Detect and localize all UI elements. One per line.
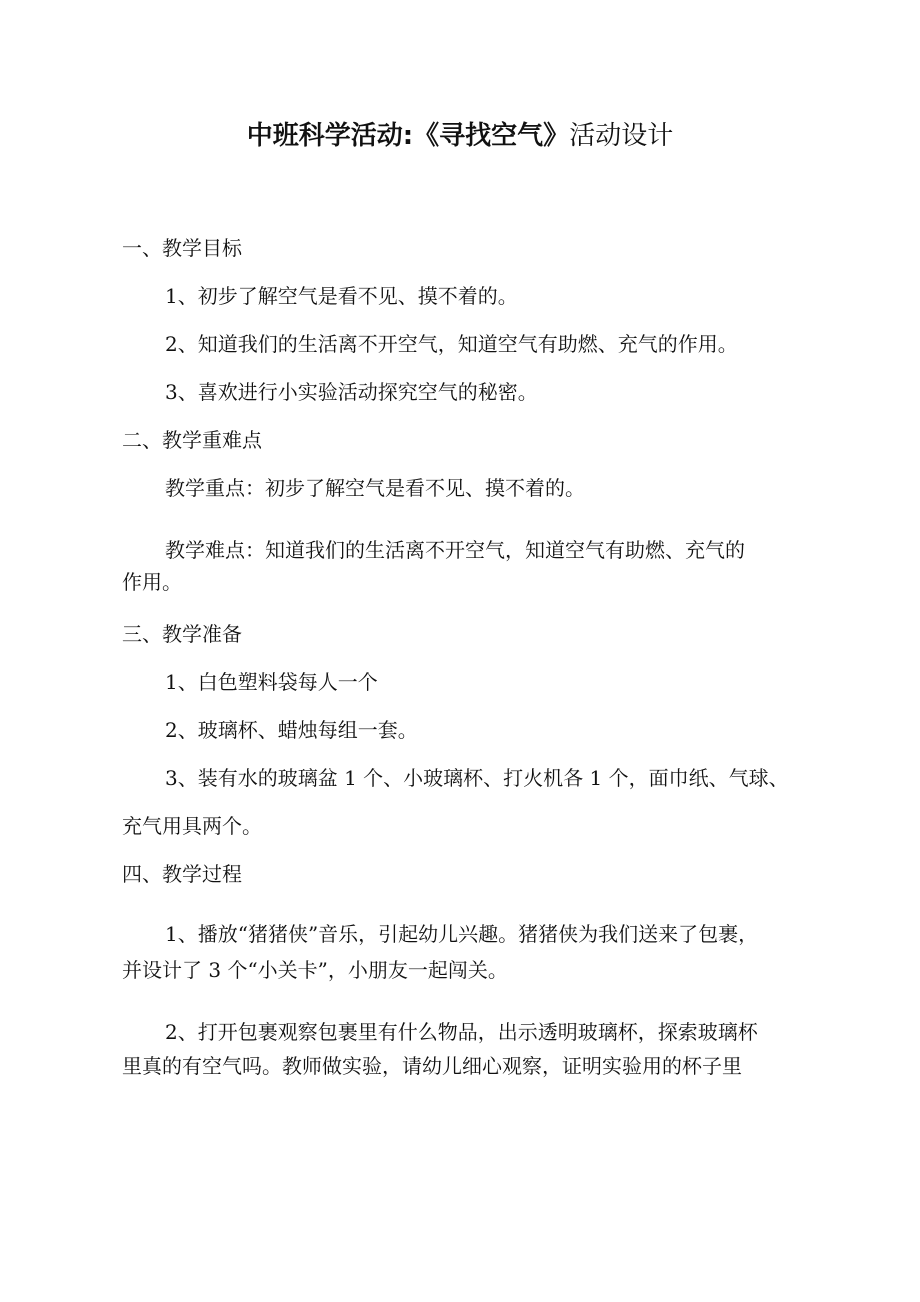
document-title xyxy=(0,116,920,156)
process-step-1-line-1: 1、播放“猪猪侠”音乐，引起幼儿兴趣。猪猪侠为我们送来了包裹， xyxy=(165,922,759,946)
section-heading-key-points: 二、教学重难点 xyxy=(122,428,262,452)
process-step-2-line-2: 里真的有空气吗。教师做实验，请幼儿细心观察，证明实验用的杯子里 xyxy=(122,1054,742,1078)
section-heading-preparation: 三、教学准备 xyxy=(122,622,242,646)
preparation-item-3-line-2: 充气用具两个。 xyxy=(122,814,262,838)
objective-item-2: 2、知道我们的生活离不开空气，知道空气有助燃、充气的作用。 xyxy=(165,332,738,356)
title-main: 中班科学活动:《寻找空气》 xyxy=(246,121,570,151)
key-point: 教学重点：初步了解空气是看不见、摸不着的。 xyxy=(165,476,585,500)
preparation-item-3-line-1: 3、装有水的玻璃盆 1 个、小玻璃杯、打火机各 1 个，面巾纸、气球、 xyxy=(165,766,789,790)
preparation-item-1: 1、白色塑料袋每人一个 xyxy=(165,670,378,694)
difficult-point-line-1: 教学难点：知道我们的生活离不开空气，知道空气有助燃、充气的 xyxy=(165,538,745,562)
section-heading-process: 四、教学过程 xyxy=(122,862,242,886)
title-suffix: 活动设计 xyxy=(569,121,674,151)
process-step-1-line-2: 并设计了 3 个“小关卡”，小朋友一起闯关。 xyxy=(122,958,508,982)
preparation-item-2: 2、玻璃杯、蜡烛每组一套。 xyxy=(165,718,418,742)
objective-item-1: 1、初步了解空气是看不见、摸不着的。 xyxy=(165,284,518,308)
difficult-point-line-2: 作用。 xyxy=(122,570,182,594)
objective-item-3: 3、喜欢进行小实验活动探究空气的秘密。 xyxy=(165,380,538,404)
process-step-2-line-1: 2、打开包裹观察包裹里有什么物品，出示透明玻璃杯，探索玻璃杯 xyxy=(165,1020,758,1044)
section-heading-objectives: 一、教学目标 xyxy=(122,236,242,260)
